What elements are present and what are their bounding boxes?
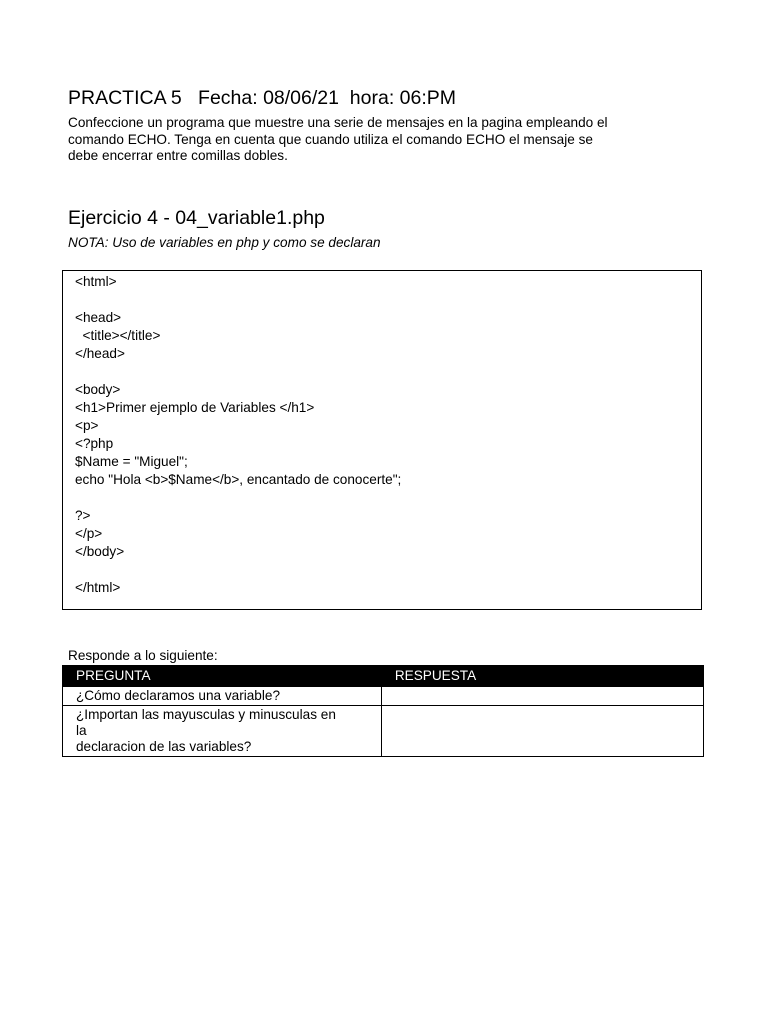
table-row: [63, 706, 704, 757]
practice-title: PRACTICA 5 Fecha: 08/06/21 hora: 06:PM: [68, 87, 457, 109]
questions-table: [62, 665, 704, 757]
code-line: echo "Hola <b>$Name</b>, encantado de conocerte";: [75, 472, 402, 487]
intro-line: debe encerrar entre comillas dobles.: [68, 148, 288, 163]
question-cell: [63, 687, 382, 706]
code-box: [62, 270, 702, 610]
table-row: [63, 687, 704, 706]
header-answer: RESPUESTA: [381, 666, 703, 687]
code-line: [75, 561, 401, 579]
answer-cell[interactable]: [381, 706, 703, 757]
question-line: ¿Importan las mayusculas y minusculas en: [76, 707, 336, 722]
code-line: [75, 291, 401, 309]
code-line: [75, 489, 401, 507]
question-line: ¿Cómo declaramos una variable?: [76, 688, 281, 703]
header-question: PREGUNTA: [63, 666, 382, 687]
code-line: </html>: [75, 580, 121, 595]
exercise-title: Ejercicio 4 - 04_variable1.php: [68, 207, 325, 229]
code-line: </head>: [75, 346, 125, 361]
intro-line: comando ECHO. Tenga en cuenta que cuando utiliza el comando ECHO el mensaje se: [68, 131, 593, 147]
question-line: declaracion de las variables?: [76, 739, 252, 754]
answer-cell[interactable]: [381, 687, 703, 706]
code-line: $Name = "Miguel";: [75, 454, 188, 469]
code-line: <title></title>: [75, 328, 161, 343]
code-line: <?php: [75, 436, 114, 451]
table-header-row: [63, 666, 704, 687]
exercise-note: NOTA: Uso de variables en php y como se declaran: [68, 235, 381, 250]
code-line: [75, 363, 401, 381]
code-line: </body>: [75, 544, 125, 559]
code-line: ?>: [75, 508, 91, 523]
code-line: <html>: [75, 274, 117, 289]
code-line: <h1>Primer ejemplo de Variables </h1>: [75, 400, 315, 415]
question-line: la: [76, 723, 87, 738]
intro-line: Confeccione un programa que muestre una serie de mensajes en la pagina empleando el: [68, 115, 608, 130]
intro-paragraph: [68, 115, 708, 165]
question-cell: [63, 706, 382, 757]
code-block: [75, 273, 401, 597]
questions-intro: Responde a lo siguiente:: [68, 648, 218, 663]
code-line: <body>: [75, 382, 121, 397]
code-line: </p>: [75, 526, 103, 541]
code-line: <p>: [75, 418, 99, 433]
code-line: <head>: [75, 310, 122, 325]
